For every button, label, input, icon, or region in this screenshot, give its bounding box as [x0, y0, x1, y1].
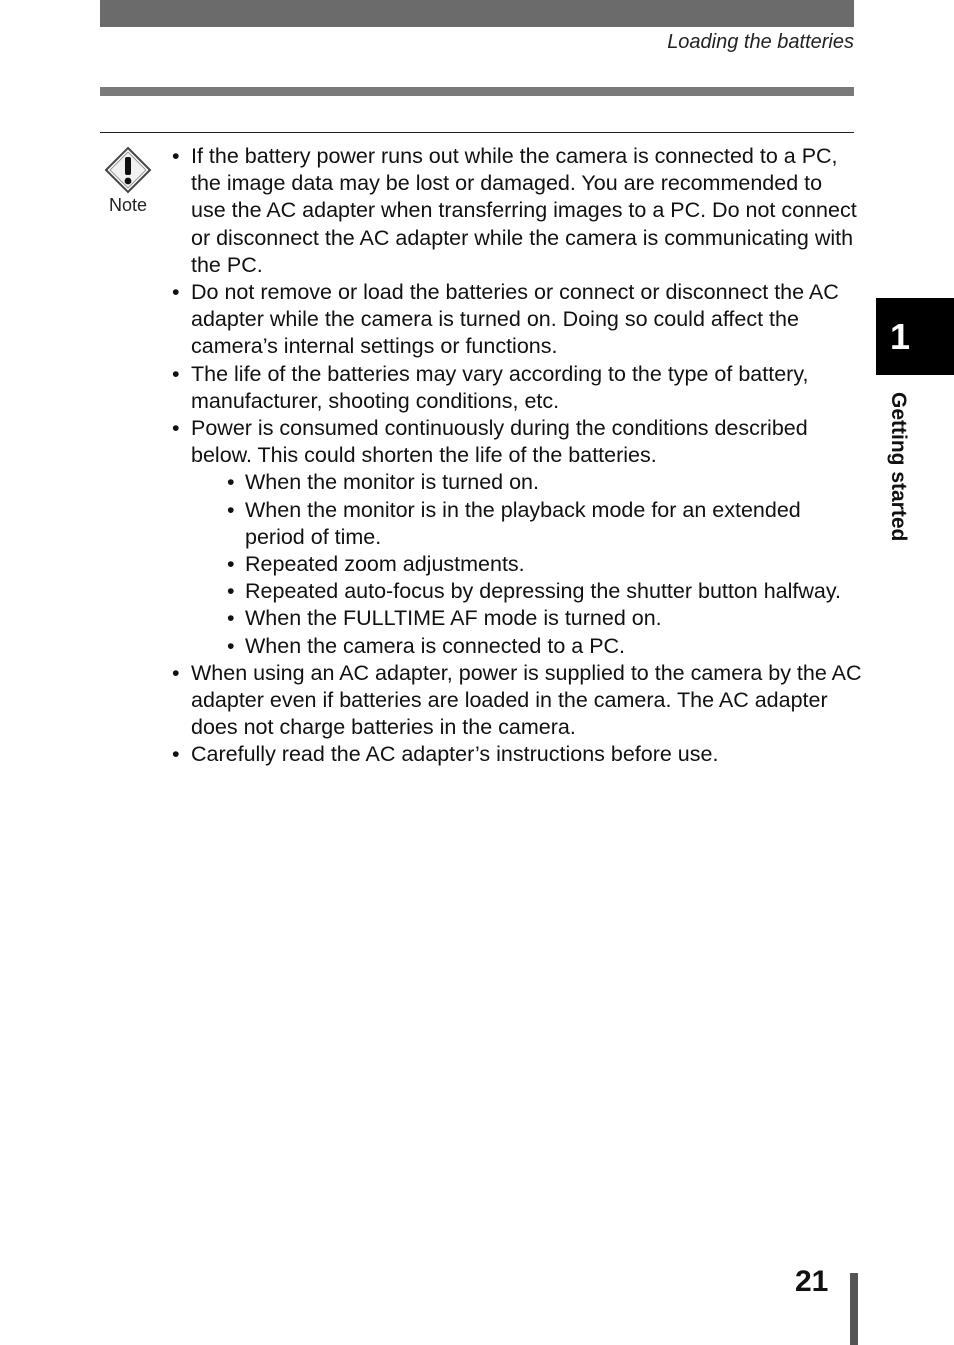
note-divider [100, 132, 854, 133]
chapter-tab [876, 298, 954, 375]
section-title: Loading the batteries [667, 31, 854, 53]
note-item-text: Do not remove or load the batteries or connect or disconnect the AC adapter while the camera is turned on. Doing so could affect the camera’s internal settings or functions. [191, 280, 839, 359]
page-number-bar [850, 1273, 858, 1345]
note-item-text: Power is consumed continuously during the conditions described below. This could shorten the life of the batteries. [191, 416, 808, 468]
chapter-number: 1 [890, 316, 911, 357]
note-subitem: • Repeated auto-focus by depressing the shutter button halfway. [227, 578, 862, 605]
note-item [172, 361, 862, 415]
note-item-text: The life of the batteries may vary according to the type of battery, manufacturer, shooting conditions, etc. [191, 361, 809, 413]
note-subitem: • Repeated zoom adjustments. [227, 551, 862, 578]
header-divider [100, 87, 854, 96]
note-subitem: • When the camera is connected to a PC. [227, 633, 862, 660]
note-item [172, 741, 862, 768]
note-item [172, 415, 862, 660]
note-subitem: • When the monitor is in the playback mode for an extended period of time. [227, 497, 862, 551]
note-item [172, 660, 862, 742]
note-item [172, 143, 862, 279]
note-sublist [191, 469, 862, 659]
page-number: 21 [795, 1265, 829, 1298]
note-item [172, 279, 862, 361]
note-item-text: When using an AC adapter, power is supplied to the camera by the AC adapter even if batteries are loaded in the camera. The AC adapter does not charge batteries in the camera. [191, 660, 862, 740]
note-block-icon [100, 143, 156, 219]
note-item-text: If the battery power runs out while the camera is connected to a PC, the image data may be lost or damaged. You are recommended to use the AC adapter when transferring images to a PC. Do not connect or disconnect the AC adapter while the camera is communicating with the PC. [191, 144, 857, 277]
warning-diamond-icon [103, 145, 153, 195]
note-label: Note [108, 195, 148, 215]
note-list [172, 143, 862, 769]
note-subitem: • When the monitor is turned on. [227, 469, 862, 496]
note-subitem: • When the FULLTIME AF mode is turned on. [227, 605, 862, 632]
header-bar [100, 0, 854, 27]
note-item-text: Carefully read the AC adapter’s instructions before use. [191, 742, 719, 767]
chapter-title: Getting started [887, 392, 910, 542]
